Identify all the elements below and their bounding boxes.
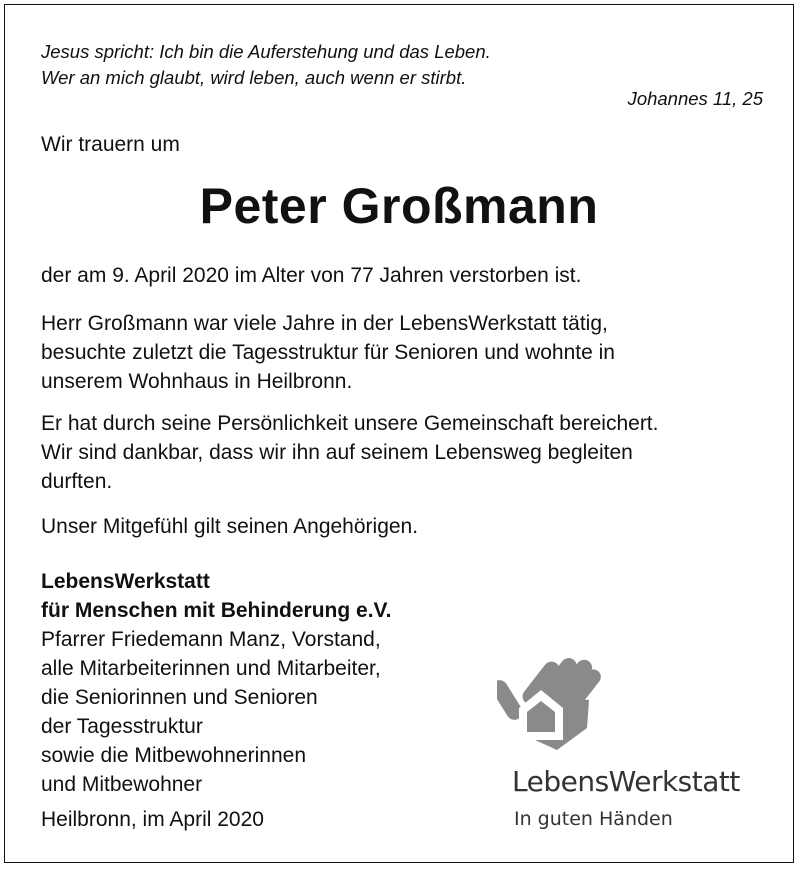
obituary-notice <box>4 4 794 863</box>
logo-name: LebensWerkstatt <box>512 765 740 798</box>
biography-paragraph: Herr Großmann war viele Jahre in der LebensWerkstatt tätig, besuchte zuletzt die Tagesstruktur für Senioren und wohnte in unserem Wohnhaus in Heilbronn. <box>41 312 615 393</box>
death-info-paragraph: der am 9. April 2020 im Alter von 77 Jahren verstorben ist. <box>41 264 582 287</box>
bible-verse <box>41 39 491 91</box>
verse-text: Jesus spricht: Ich bin die Auferstehung und das Leben. Wer an mich glaubt, wird leben, auch wenn er stirbt. <box>41 41 491 88</box>
logo-tagline: In guten Händen <box>514 808 673 830</box>
deceased-name: Peter Großmann <box>199 178 599 234</box>
mourning-intro: Wir trauern um <box>41 133 180 156</box>
signatories-list: Pfarrer Friedemann Manz, Vorstand, alle Mitarbeiterinnen und Mitarbeiter, die Seniorinnen und Senioren der Tagesstruktur sowie die Mitbewohnerinnen und Mitbewohner <box>41 628 381 796</box>
hand-house-logo-icon <box>497 648 603 752</box>
tribute-paragraph: Er hat durch seine Persönlichkeit unsere Gemeinschaft bereichert. Wir sind dankbar, dass wir ihn auf seinem Lebensweg begleiten durften. <box>41 412 659 493</box>
condolence-paragraph: Unser Mitgefühl gilt seinen Angehörigen. <box>41 515 419 538</box>
verse-reference: Johannes 11, 25 <box>627 88 763 109</box>
organization-name: LebensWerkstatt für Menschen mit Behinderung e.V. <box>41 570 392 622</box>
place-and-date: Heilbronn, im April 2020 <box>41 808 264 831</box>
